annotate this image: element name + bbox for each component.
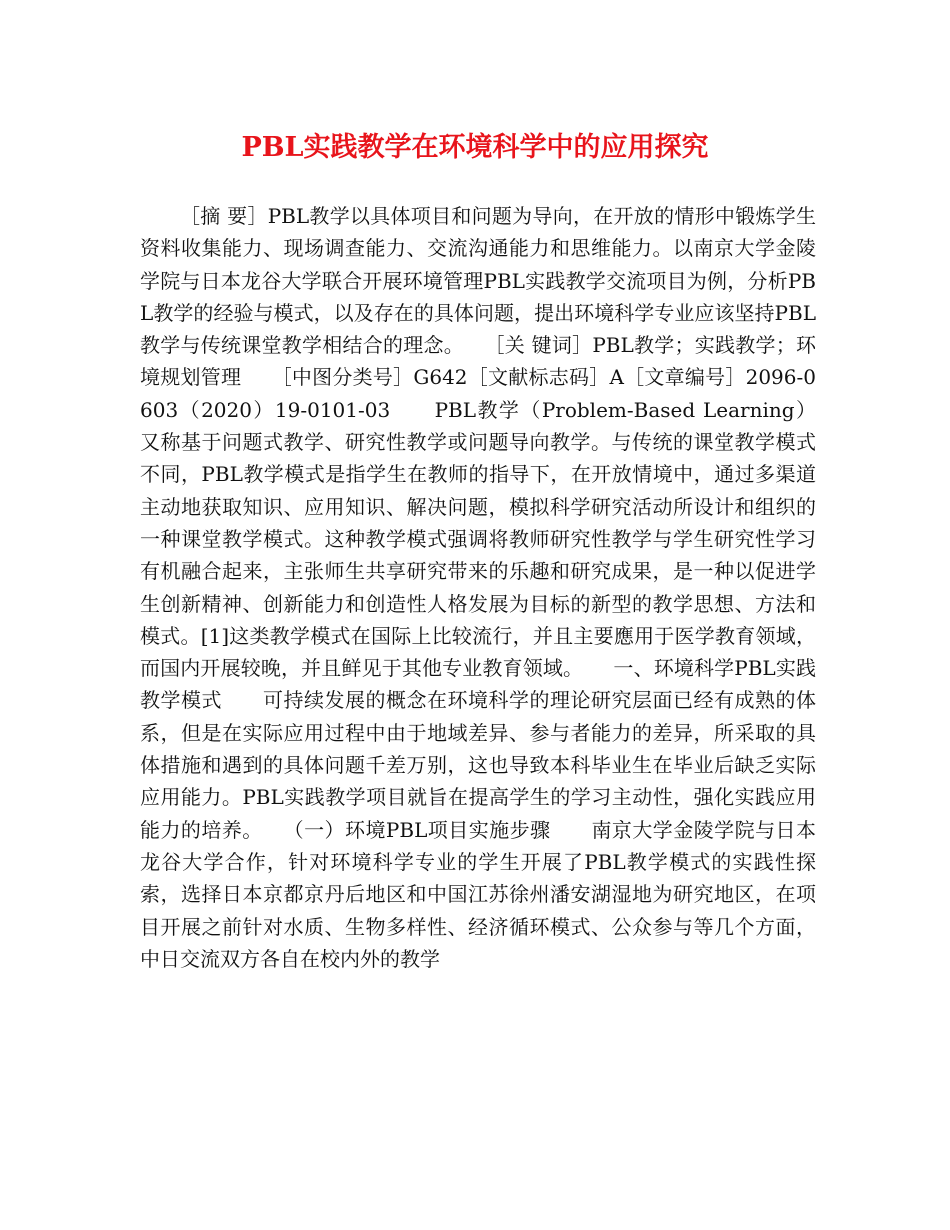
document-title: PBL实践教学在环境科学中的应用探究 xyxy=(241,132,709,163)
document-body-paragraph: ［摘 要］PBL教学以具体项目和问题为导向，在开放的情形中锻炼学生资料收集能力、现场调查能力、交流沟通能力和思维能力。以南京大学金陵学院与日本龙谷大学联合开展环境管理PBL实践教学交流项目为例，分析PBL教学的经验与模式，以及存在的具体问题，提出环境科学专业应该坚持PBL教学与传统课堂教学相结合的理念。 ［关 键词］PBL教学；实践教学；环境规划管理 ［中图分类号］G642［文献标志码］A［文章编号］2096-0603（2020）19-0101-03 PBL教学（Problem-Based Learning）又称基于问题式教学、研究性教学或问题导向教学。与传统的课堂教学模式不同，PBL教学模式是指学生在教师的指导下，在开放情境中，通过多渠道主动地获取知识、应用知识、解决问题，模拟科学研究活动所设计和组织的一种课堂教学模式。这种教学模式强调将教师研究性教学与学生研究性学习有机融合起来，主张师生共享研究带来的乐趣和研究成果，是一种以促进学生创新精神、创新能力和创造性人格发展为目标的新型的教学思想、方法和模式。[1]这类教学模式在国际上比较流行，并且主要應用于医学教育领域，而国内开展较晚，并且鲜见于其他专业教育领域。 一、环境科学PBL实践教学模式 可持续发展的概念在环境科学的理论研究层面已经有成熟的体系，但是在实际应用过程中由于地域差异、参与者能力的差异，所采取的具体措施和遇到的具体问题千差万别，这也导致本科毕业生在毕业后缺乏实际应用能力。PBL实践教学项目就旨在提高学生的学习主动性，强化实践应用能力的培养。 （一）环境PBL项目实施步骤 南京大学金陵学院与日本龙谷大学合作，针对环境科学专业的学生开展了PBL教学模式的实践性探索，选择日本京都京丹后地区和中国江苏徐州潘安湖湿地为研究地区，在项目开展之前针对水质、生物多样性、经济循环模式、公众参与等几个方面，中日交流双方各自在校内外的教学 xyxy=(140,204,816,971)
